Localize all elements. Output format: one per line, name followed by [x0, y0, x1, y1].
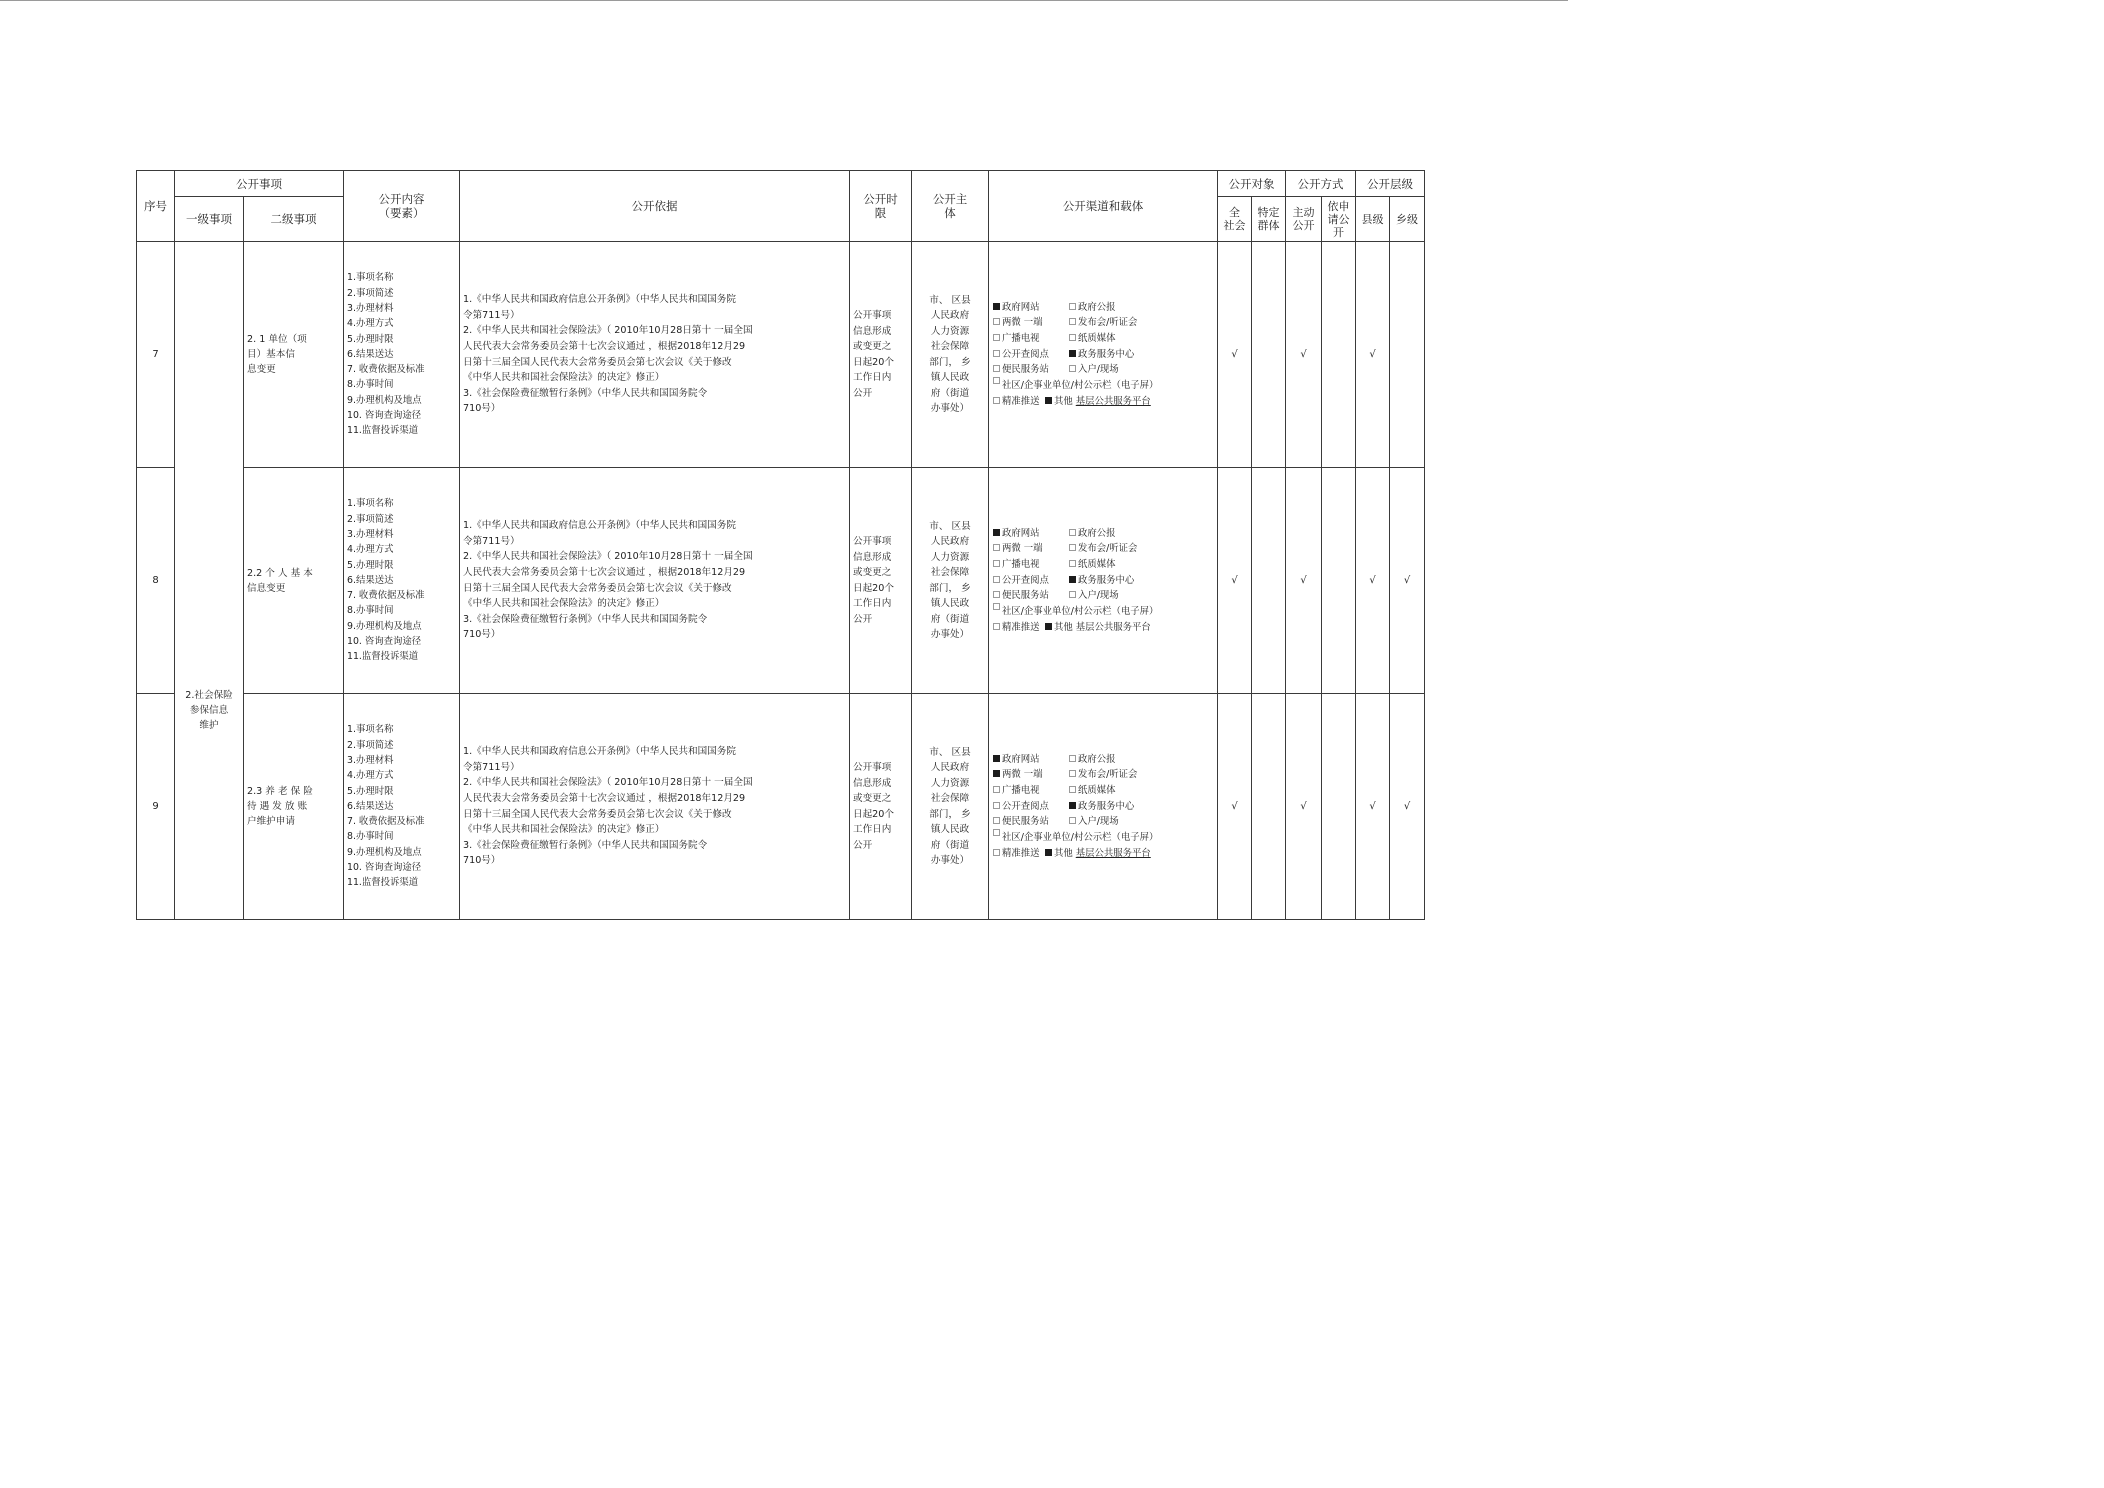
- channel-label: 便民服务站: [1002, 590, 1049, 602]
- basis-line: 日第十三届全国人民代表大会常务委员会第七次会议《关于修改: [463, 356, 732, 368]
- channel-label: 政府网站: [1002, 301, 1040, 313]
- header-basis: 公开依据: [460, 171, 850, 242]
- channel-label: 社区/企事业单位/村公示栏（电子屏）: [1002, 380, 1159, 392]
- subject: 市、 区县 人民政府 人力资源 社会保障 部门， 乡 镇人民政 府（街道 办事处）: [912, 468, 989, 694]
- basis-line: 令第711号）: [463, 761, 520, 773]
- basis-line: 2.《中华人民共和国社会保险法》（ 2010年10月28日第十 一届全国: [463, 325, 753, 337]
- table-row: [137, 242, 1425, 468]
- basis-line: 1.《中华人民共和国政府信息公开条例》（中华人民共和国国务院: [463, 294, 736, 306]
- unchecked-box-icon: [993, 829, 1000, 836]
- disclosure-table: [136, 170, 1425, 920]
- channel-label: 精准推送: [1002, 621, 1040, 633]
- basis-line: 人民代表大会常务委员会第十七次会议通过 ，根据2018年12月29: [463, 340, 746, 352]
- unchecked-box-icon: [993, 849, 1000, 856]
- content-item: 3.办理材料: [347, 754, 394, 766]
- level2-item: 2. 1 单位（项 目）基本信 息变更: [244, 242, 344, 468]
- mark-method-request: [1322, 242, 1356, 468]
- content-item: 4.办理方式: [347, 770, 394, 782]
- channel-label: 政府网站: [1002, 753, 1040, 765]
- unchecked-box-icon: [993, 544, 1000, 551]
- header-seq: 序号: [137, 171, 175, 242]
- header-time-limit: 公开时 限: [850, 171, 912, 242]
- unchecked-box-icon: [1069, 318, 1076, 325]
- header-method-group: 公开方式: [1286, 171, 1356, 197]
- unchecked-box-icon: [993, 603, 1000, 610]
- channel-label: 精准推送: [1002, 395, 1040, 407]
- basis-line: 《中华人民共和国社会保险法》的决定》修正）: [463, 598, 665, 610]
- channel-label: 便民服务站: [1002, 816, 1049, 828]
- content-item: 3.办理材料: [347, 302, 394, 314]
- mark-method-request: [1322, 468, 1356, 694]
- channel-label: 广播电视: [1002, 332, 1040, 344]
- mark-level-county: √: [1356, 468, 1390, 694]
- content-item: 10. 咨询查询途径: [347, 862, 422, 874]
- channel-label: 纸质媒体: [1078, 332, 1116, 344]
- content-item: 2.事项简述: [347, 739, 394, 751]
- channel-label: 纸质媒体: [1078, 558, 1116, 570]
- content-list: [344, 242, 460, 468]
- channel-label: 社区/企事业单位/村公示栏（电子屏）: [1002, 606, 1159, 618]
- unchecked-box-icon: [1069, 786, 1076, 793]
- header-level-group: 公开层级: [1356, 171, 1425, 197]
- basis-line: 人民代表大会常务委员会第十七次会议通过 ，根据2018年12月29: [463, 792, 746, 804]
- checked-box-icon: [1045, 397, 1052, 404]
- channel-label: 公开查阅点: [1002, 348, 1049, 360]
- header-level-county: 县级: [1356, 197, 1390, 242]
- mark-method-active: √: [1286, 468, 1322, 694]
- basis-line: 710号）: [463, 629, 501, 641]
- header-level-township: 乡级: [1390, 197, 1425, 242]
- basis-line: 2.《中华人民共和国社会保险法》（ 2010年10月28日第十 一届全国: [463, 777, 753, 789]
- content-item: 10. 咨询查询途径: [347, 636, 422, 648]
- content-item: 11.监督投诉渠道: [347, 877, 419, 889]
- mark-target-specific: [1252, 468, 1286, 694]
- level1-item: 2.社会保险 参保信息 维护: [175, 242, 244, 920]
- basis-line: 日第十三届全国人民代表大会常务委员会第七次会议《关于修改: [463, 808, 732, 820]
- header-target-group: 公开对象: [1218, 171, 1286, 197]
- subject: 市、 区县 人民政府 人力资源 社会保障 部门， 乡 镇人民政 府（街道 办事处）: [912, 694, 989, 920]
- header-target-all: 全 社会: [1218, 197, 1252, 242]
- content-item: 5.办理时限: [347, 559, 394, 571]
- basis-line: 1.《中华人民共和国政府信息公开条例》（中华人民共和国国务院: [463, 520, 736, 532]
- channels: [989, 242, 1218, 468]
- mark-method-active: √: [1286, 694, 1322, 920]
- mark-target-specific: [1252, 242, 1286, 468]
- unchecked-box-icon: [993, 334, 1000, 341]
- content-item: 9.办理机构及地点: [347, 846, 422, 858]
- mark-method-request: [1322, 694, 1356, 920]
- unchecked-box-icon: [1069, 544, 1076, 551]
- content-item: 1.事项名称: [347, 724, 394, 736]
- content-item: 6.结果送达: [347, 574, 394, 586]
- table-row: [137, 694, 1425, 920]
- content-item: 8.办事时间: [347, 605, 394, 617]
- channels: [989, 694, 1218, 920]
- channel-label: 政务服务中心: [1078, 348, 1135, 360]
- channel-label: 便民服务站: [1002, 364, 1049, 376]
- channel-label: 纸质媒体: [1078, 784, 1116, 796]
- mark-level-county: √: [1356, 242, 1390, 468]
- channel-label: 其他: [1054, 395, 1073, 407]
- content-list: [344, 694, 460, 920]
- basis-line: 《中华人民共和国社会保险法》的决定》修正）: [463, 824, 665, 836]
- checked-box-icon: [1069, 576, 1076, 583]
- mark-level-county: √: [1356, 694, 1390, 920]
- channel-label: 发布会/听证会: [1078, 543, 1138, 555]
- unchecked-box-icon: [993, 318, 1000, 325]
- level2-item: 2.2 个 人 基 本 信息变更: [244, 468, 344, 694]
- basis-line: 2.《中华人民共和国社会保险法》（ 2010年10月28日第十 一届全国: [463, 551, 753, 563]
- basis-list: [460, 468, 850, 694]
- content-item: 8.办事时间: [347, 379, 394, 391]
- level2-item: 2.3 养 老 保 险 待 遇 发 放 账 户维护申请: [244, 694, 344, 920]
- row-seq: 7: [137, 242, 175, 468]
- table-row: [137, 468, 1425, 694]
- mark-level-township: √: [1390, 694, 1425, 920]
- unchecked-box-icon: [1069, 770, 1076, 777]
- header-level2: 二级事项: [244, 197, 344, 242]
- channel-label: 其他: [1054, 847, 1073, 859]
- basis-line: 令第711号）: [463, 535, 520, 547]
- content-item: 6.结果送达: [347, 800, 394, 812]
- content-item: 9.办理机构及地点: [347, 394, 422, 406]
- mark-level-township: √: [1390, 468, 1425, 694]
- unchecked-box-icon: [1069, 817, 1076, 824]
- unchecked-box-icon: [1069, 755, 1076, 762]
- mark-method-active: √: [1286, 242, 1322, 468]
- checked-box-icon: [993, 529, 1000, 536]
- header-method-active: 主动 公开: [1286, 197, 1322, 242]
- basis-line: 3.《社会保险费征缴暂行条例》（中华人民共和国国务院令: [463, 387, 708, 399]
- content-item: 2.事项简述: [347, 513, 394, 525]
- unchecked-box-icon: [1069, 591, 1076, 598]
- mark-target-all: √: [1218, 242, 1252, 468]
- mark-target-all: √: [1218, 694, 1252, 920]
- unchecked-box-icon: [1069, 334, 1076, 341]
- mark-target-all: √: [1218, 468, 1252, 694]
- checked-box-icon: [993, 303, 1000, 310]
- channel-label: 两微 一端: [1002, 769, 1043, 781]
- basis-line: 人民代表大会常务委员会第十七次会议通过 ，根据2018年12月29: [463, 566, 746, 578]
- row-seq: 9: [137, 694, 175, 920]
- checked-box-icon: [1069, 802, 1076, 809]
- unchecked-box-icon: [993, 623, 1000, 630]
- channel-label: 基层公共服务平台: [1075, 847, 1151, 859]
- channel-label: 基层公共服务平台: [1075, 395, 1151, 407]
- content-list: [344, 468, 460, 694]
- channel-label: 公开查阅点: [1002, 800, 1049, 812]
- channel-label: 入户/现场: [1078, 364, 1119, 376]
- checked-box-icon: [993, 770, 1000, 777]
- content-item: 10. 咨询查询途径: [347, 410, 422, 422]
- channel-label: 政务服务中心: [1078, 574, 1135, 586]
- unchecked-box-icon: [993, 591, 1000, 598]
- basis-line: 1.《中华人民共和国政府信息公开条例》（中华人民共和国国务院: [463, 746, 736, 758]
- time-limit: 公开事项 信息形成 或变更之 日起20个 工作日内 公开: [850, 694, 912, 920]
- channel-label: 广播电视: [1002, 558, 1040, 570]
- page-top-rule: [0, 0, 1568, 1]
- channel-label: 基层公共服务平台: [1075, 621, 1151, 633]
- channel-label: 政府公报: [1078, 753, 1116, 765]
- checked-box-icon: [1045, 849, 1052, 856]
- channel-label: 入户/现场: [1078, 816, 1119, 828]
- channel-label: 政务服务中心: [1078, 800, 1135, 812]
- content-item: 5.办理时限: [347, 333, 394, 345]
- mark-level-township: [1390, 242, 1425, 468]
- basis-line: 日第十三届全国人民代表大会常务委员会第七次会议《关于修改: [463, 582, 732, 594]
- content-item: 2.事项简述: [347, 287, 394, 299]
- channel-label: 公开查阅点: [1002, 574, 1049, 586]
- content-item: 8.办事时间: [347, 831, 394, 843]
- mark-target-specific: [1252, 694, 1286, 920]
- checked-box-icon: [1045, 623, 1052, 630]
- row-seq: 8: [137, 468, 175, 694]
- unchecked-box-icon: [993, 397, 1000, 404]
- channel-label: 两微 一端: [1002, 543, 1043, 555]
- checked-box-icon: [993, 755, 1000, 762]
- channel-label: 入户/现场: [1078, 590, 1119, 602]
- unchecked-box-icon: [993, 802, 1000, 809]
- content-item: 4.办理方式: [347, 318, 394, 330]
- content-item: 4.办理方式: [347, 544, 394, 556]
- header-content: 公开内容 （要素）: [344, 171, 460, 242]
- content-item: 11.监督投诉渠道: [347, 651, 419, 663]
- basis-line: 令第711号）: [463, 309, 520, 321]
- channel-label: 社区/企事业单位/村公示栏（电子屏）: [1002, 832, 1159, 844]
- unchecked-box-icon: [993, 560, 1000, 567]
- basis-line: 《中华人民共和国社会保险法》的决定》修正）: [463, 372, 665, 384]
- basis-line: 710号）: [463, 855, 501, 867]
- unchecked-box-icon: [993, 817, 1000, 824]
- header-items-group: 公开事项: [175, 171, 344, 197]
- unchecked-box-icon: [1069, 365, 1076, 372]
- checked-box-icon: [1069, 350, 1076, 357]
- content-item: 6.结果送达: [347, 348, 394, 360]
- channel-label: 两微 一端: [1002, 317, 1043, 329]
- channel-label: 发布会/听证会: [1078, 317, 1138, 329]
- header-level1: 一级事项: [175, 197, 244, 242]
- channels: [989, 468, 1218, 694]
- time-limit: 公开事项 信息形成 或变更之 日起20个 工作日内 公开: [850, 242, 912, 468]
- basis-line: 710号）: [463, 403, 501, 415]
- unchecked-box-icon: [993, 576, 1000, 583]
- content-item: 7. 收费依据及标准: [347, 816, 425, 828]
- unchecked-box-icon: [993, 786, 1000, 793]
- content-item: 3.办理材料: [347, 528, 394, 540]
- channel-label: 精准推送: [1002, 847, 1040, 859]
- content-item: 7. 收费依据及标准: [347, 364, 425, 376]
- unchecked-box-icon: [993, 365, 1000, 372]
- content-item: 7. 收费依据及标准: [347, 590, 425, 602]
- basis-line: 3.《社会保险费征缴暂行条例》（中华人民共和国国务院令: [463, 613, 708, 625]
- basis-list: [460, 694, 850, 920]
- header-target-specific: 特定 群体: [1252, 197, 1286, 242]
- time-limit: 公开事项 信息形成 或变更之 日起20个 工作日内 公开: [850, 468, 912, 694]
- header-channels: 公开渠道和载体: [989, 171, 1218, 242]
- content-item: 9.办理机构及地点: [347, 620, 422, 632]
- channel-label: 政府网站: [1002, 527, 1040, 539]
- channel-label: 政府公报: [1078, 527, 1116, 539]
- channel-label: 发布会/听证会: [1078, 769, 1138, 781]
- channel-label: 广播电视: [1002, 784, 1040, 796]
- content-item: 1.事项名称: [347, 272, 394, 284]
- unchecked-box-icon: [1069, 303, 1076, 310]
- subject: 市、 区县 人民政府 人力资源 社会保障 部门， 乡 镇人民政 府（街道 办事处）: [912, 242, 989, 468]
- unchecked-box-icon: [1069, 560, 1076, 567]
- unchecked-box-icon: [993, 377, 1000, 384]
- content-item: 1.事项名称: [347, 498, 394, 510]
- channel-label: 其他: [1054, 621, 1073, 633]
- unchecked-box-icon: [1069, 529, 1076, 536]
- header-method-request: 依申 请公 开: [1322, 197, 1356, 242]
- channel-label: 政府公报: [1078, 301, 1116, 313]
- content-item: 11.监督投诉渠道: [347, 425, 419, 437]
- unchecked-box-icon: [993, 350, 1000, 357]
- content-item: 5.办理时限: [347, 785, 394, 797]
- basis-line: 3.《社会保险费征缴暂行条例》（中华人民共和国国务院令: [463, 839, 708, 851]
- header-subject: 公开主 体: [912, 171, 989, 242]
- basis-list: [460, 242, 850, 468]
